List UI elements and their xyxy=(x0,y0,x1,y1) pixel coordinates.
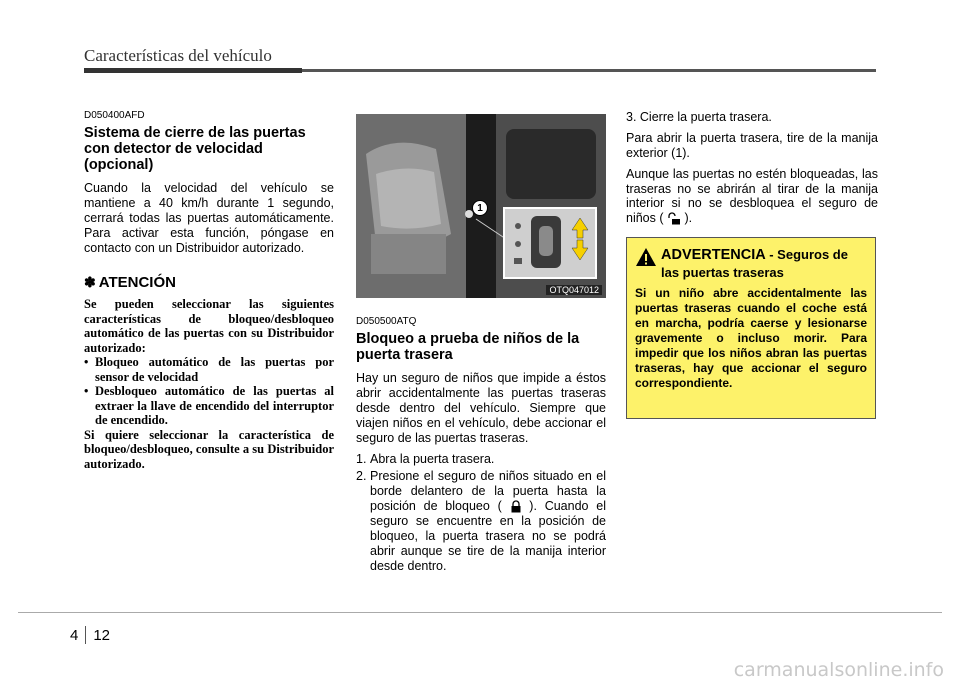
column-left xyxy=(84,110,334,471)
warning-triangle-icon xyxy=(635,247,657,267)
attention-bullet-text: Bloqueo automático de las puertas por sensor de velocidad xyxy=(95,355,334,384)
attention-intro: Se pueden seleccionar las siguientes características de bloqueo/desbloqueo automático de las puertas con su Distribuidor autorizado: xyxy=(84,297,334,355)
paragraph-open-door: Para abrir la puerta trasera, tire de la manija exterior (1). xyxy=(626,131,878,160)
page-number-separator xyxy=(85,626,86,644)
header-rule-accent xyxy=(84,68,302,73)
attention-body xyxy=(84,297,334,471)
attention-bullet xyxy=(84,355,334,384)
attention-title-text: ATENCIÓN xyxy=(98,274,176,291)
page-number-value: 12 xyxy=(93,626,111,644)
step-text: Abra la puerta trasera. xyxy=(370,452,495,466)
section-heading: Bloqueo a prueba de niños de la puerta trasera xyxy=(356,331,580,363)
bullet-dot-icon: • xyxy=(84,355,89,369)
step-item xyxy=(356,469,606,574)
lock-open-icon xyxy=(667,212,681,225)
section-number: 4 xyxy=(70,626,79,644)
photo-callout: 1 xyxy=(472,200,488,216)
step-item xyxy=(356,452,606,467)
section-heading: Sistema de cierre de las puertas con detector de velocidad (opcional) xyxy=(84,125,306,173)
warning-subtitle: - Seguros de las puertas traseras xyxy=(661,247,848,280)
paragraph-unlock xyxy=(626,167,878,225)
warning-title-text: ADVERTENCIA xyxy=(661,247,766,263)
watermark: carmanualsonline.info xyxy=(733,659,944,681)
step-3-text: 3. Cierre la puerta trasera. xyxy=(626,110,772,124)
lock-closed-icon xyxy=(510,500,522,513)
step-text-part: ). Cuando el seguro se encuentre en la posición de bloqueo, la puerta trasera no se podrá abrir aunque se tire de la manija interior desde dentro. xyxy=(370,499,606,573)
photo-caption: OTQ047012 xyxy=(546,285,602,295)
warning-title xyxy=(661,246,867,282)
attention-star-icon: ✽ xyxy=(84,274,96,290)
attention-title xyxy=(84,274,334,291)
step-number: 2. xyxy=(356,469,367,483)
step-text-part: Presione el seguro de niños situado en el borde delantero de la puerta hasta la posición de bloqueo ( xyxy=(370,469,606,513)
step-text xyxy=(370,469,606,574)
paragraph-unlock-part: Aunque las puertas no estén bloqueadas, las traseras no se abrirán al tirar de la manija interior si no se desbloquea el seguro de niños ( xyxy=(626,167,878,225)
attention-bullet xyxy=(84,384,334,428)
bullet-dot-icon: • xyxy=(84,384,89,398)
section-code: D050500ATQ xyxy=(356,316,417,327)
section-paragraph: Hay un seguro de niños que impide a éstos abrir accidentalmente las puertas traseras desde dentro del vehículo. Siempre que viajen niños en el vehículo, debe accionar el seguro de las puertas traseras. xyxy=(356,371,606,445)
paragraph-unlock-part: ). xyxy=(684,210,693,225)
warning-header xyxy=(635,246,867,282)
column-middle xyxy=(356,110,606,574)
attention-outro: Si quiere seleccionar la característica de bloqueo/desbloqueo, consulte a su Distribuidor autorizado. xyxy=(84,427,334,471)
section-paragraph: Cuando la velocidad del vehículo se mantiene a 40 km/h durante 1 segundo, cerrará todas las puertas automáticamente. Para activar esta función, póngase en contacto con un Distribuidor autorizado. xyxy=(84,181,334,255)
step-number: 1. xyxy=(356,452,367,466)
column-right xyxy=(626,110,878,231)
section-code: D050400AFD xyxy=(84,110,145,121)
attention-bullet-text: Desbloqueo automático de las puertas al extraer la llave de encendido del interruptor de encendido. xyxy=(95,384,334,427)
header-title: Características del vehículo xyxy=(84,46,272,65)
warning-box xyxy=(626,237,876,419)
child-lock-photo xyxy=(356,114,606,298)
footer-rule xyxy=(18,612,942,613)
page-number xyxy=(70,626,110,644)
warning-text: Si un niño abre accidentalmente las puertas traseras cuando el coche está en marcha, podría caerse y lesionarse gravemente o incluso morir. Para impedir que los niños abran las puertas traseras, hay que accionar el seguro correspondiente. xyxy=(635,286,867,390)
